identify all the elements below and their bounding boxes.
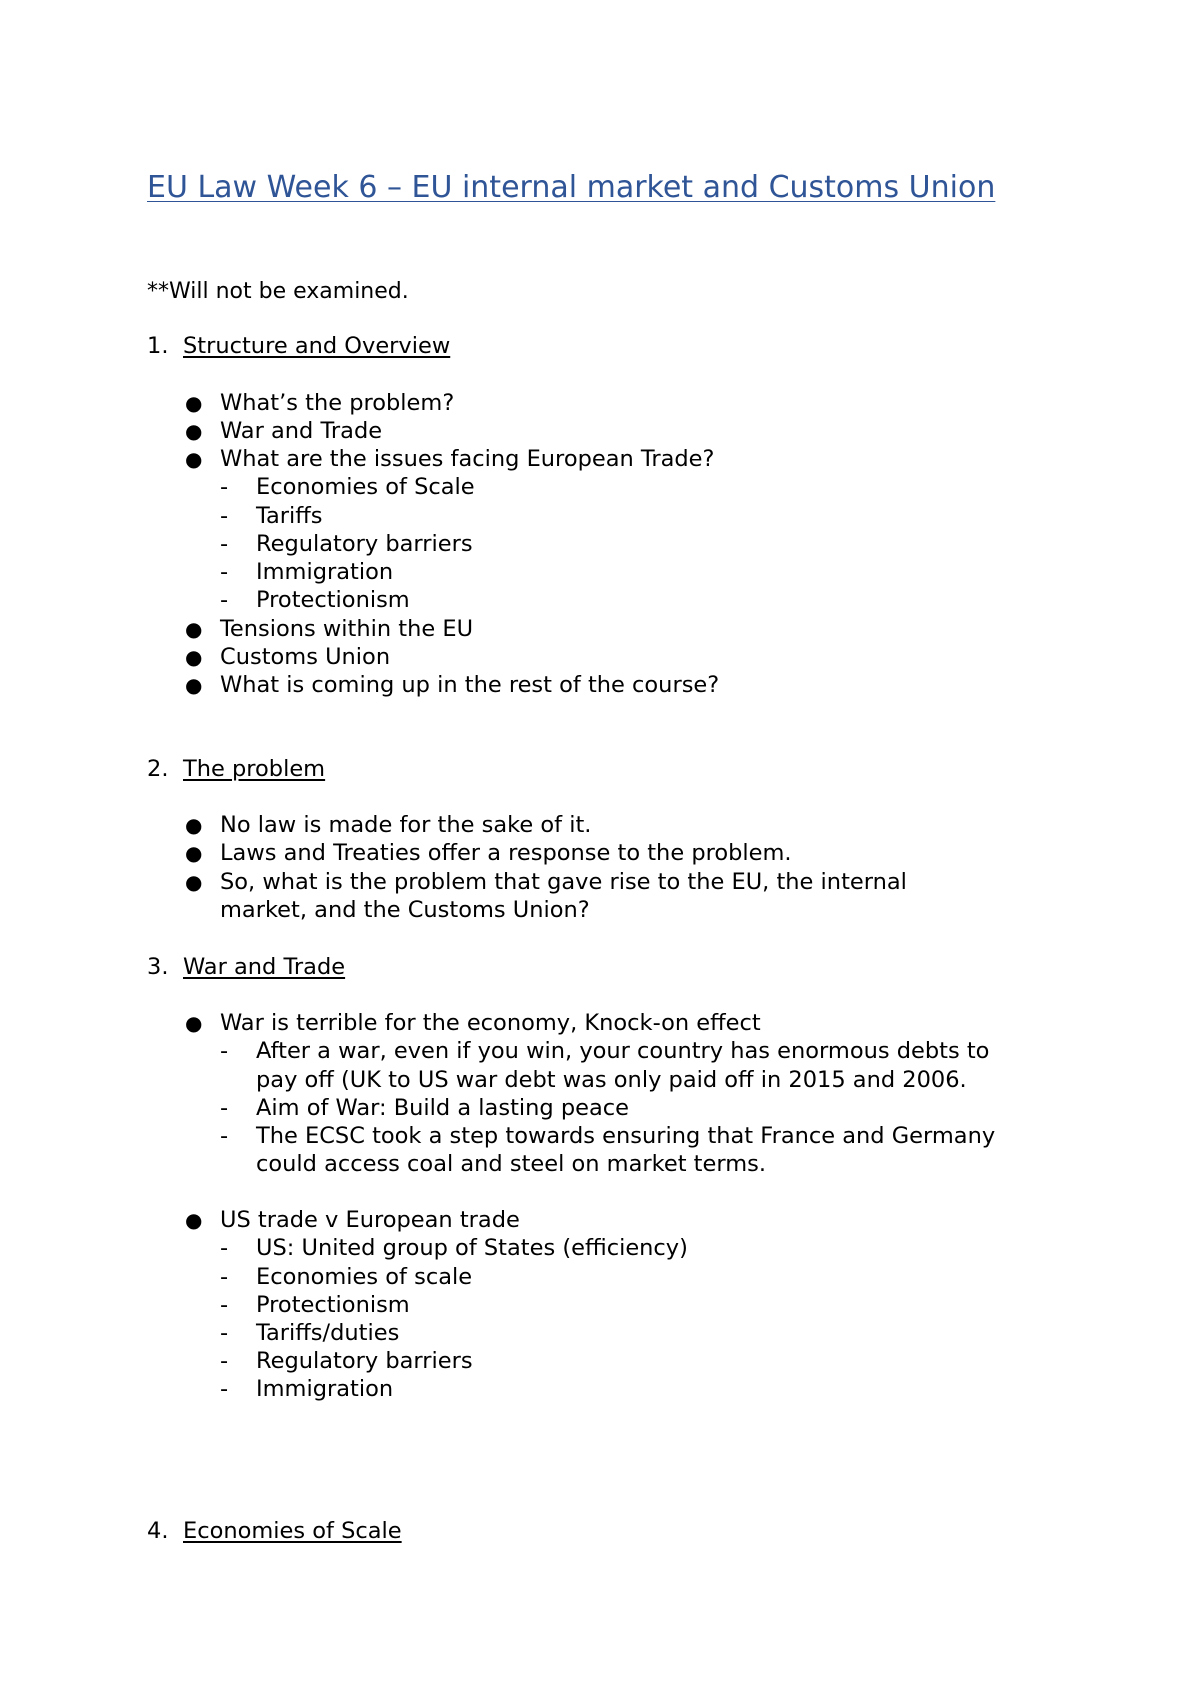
sub-item-text: Tariffs/duties (256, 1320, 400, 1346)
sub-item-text: Economies of scale (256, 1264, 473, 1290)
bullet-icon: ● (185, 645, 203, 669)
section-heading (147, 953, 345, 981)
bullet-icon: ● (185, 419, 203, 443)
bullet-icon: ● (185, 1011, 203, 1035)
sub-item-text: US: United group of States (efficiency) (256, 1235, 688, 1261)
bullet-icon: ● (185, 1208, 203, 1232)
bullet-icon: ● (185, 617, 203, 641)
dash-marker: - (220, 503, 229, 529)
section-heading (147, 1517, 402, 1545)
sub-item-continuation: could access coal and steel on market terms. (256, 1151, 766, 1177)
dash-marker: - (220, 1376, 229, 1402)
dash-marker: - (220, 1292, 229, 1318)
exam-note: **Will not be examined. (147, 279, 409, 304)
list-item-continuation: market, and the Customs Union? (220, 897, 590, 923)
document-title: EU Law Week 6 – EU internal market and Customs Union (147, 170, 996, 205)
section-heading (147, 755, 325, 783)
bullet-icon: ● (185, 813, 203, 837)
dash-marker: - (220, 559, 229, 585)
bullet-icon: ● (185, 447, 203, 471)
dash-marker: - (220, 1038, 229, 1064)
dash-marker: - (220, 1095, 229, 1121)
dash-marker: - (220, 587, 229, 613)
sub-item-text: After a war, even if you win, your country has enormous debts to (256, 1038, 990, 1064)
list-item-text: So, what is the problem that gave rise to the EU, the internal (220, 869, 907, 895)
sub-item-text: Regulatory barriers (256, 531, 473, 557)
bullet-icon: ● (185, 841, 203, 865)
dash-marker: - (220, 1123, 229, 1149)
dash-marker: - (220, 474, 229, 500)
dash-marker: - (220, 1235, 229, 1261)
sub-item-text: Tariffs (256, 503, 323, 529)
sub-item-text: Regulatory barriers (256, 1348, 473, 1374)
sub-item-text: Protectionism (256, 587, 410, 613)
list-item-text: War is terrible for the economy, Knock-on effect (220, 1010, 761, 1036)
section-number: 1. (147, 333, 169, 359)
list-item-text: Customs Union (220, 644, 391, 670)
sub-item-text: The ECSC took a step towards ensuring that France and Germany (256, 1123, 996, 1149)
section-number: 4. (147, 1518, 169, 1544)
section-number: 2. (147, 756, 169, 782)
list-item-text: What are the issues facing European Trade? (220, 446, 715, 472)
sub-item-text: Immigration (256, 559, 394, 585)
list-item-text: War and Trade (220, 418, 383, 444)
section-heading-text: War and Trade (183, 954, 346, 980)
bullet-icon: ● (185, 870, 203, 894)
sub-item-text: Economies of Scale (256, 474, 475, 500)
section-heading-text: Economies of Scale (183, 1518, 402, 1544)
sub-item-text: Aim of War: Build a lasting peace (256, 1095, 629, 1121)
sub-item-text: Protectionism (256, 1292, 410, 1318)
section-number: 3. (147, 954, 169, 980)
dash-marker: - (220, 1348, 229, 1374)
sub-item-continuation: pay off (UK to US war debt was only paid off in 2015 and 2006. (256, 1067, 967, 1093)
dash-marker: - (220, 1320, 229, 1346)
list-item-text: Tensions within the EU (220, 616, 474, 642)
list-item-text: No law is made for the sake of it. (220, 812, 592, 838)
section-heading-text: Structure and Overview (183, 333, 451, 359)
bullet-icon: ● (185, 391, 203, 415)
section-heading-text: The problem (183, 756, 326, 782)
list-item-text: Laws and Treaties offer a response to the problem. (220, 840, 792, 866)
list-item-text: What’s the problem? (220, 390, 455, 416)
dash-marker: - (220, 531, 229, 557)
list-item-text: What is coming up in the rest of the course? (220, 672, 720, 698)
list-item-text: US trade v European trade (220, 1207, 520, 1233)
section-heading (147, 332, 450, 360)
sub-item-text: Immigration (256, 1376, 394, 1402)
bullet-icon: ● (185, 673, 203, 697)
dash-marker: - (220, 1264, 229, 1290)
